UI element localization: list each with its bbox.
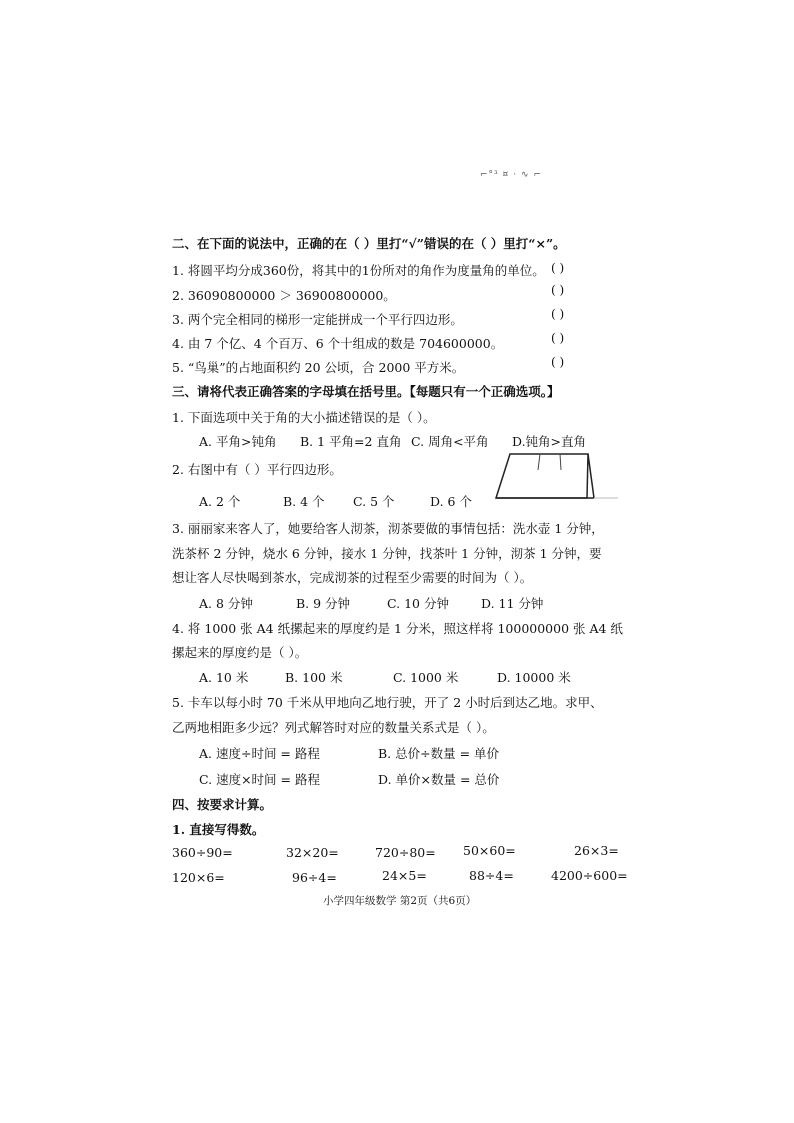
q2-stem: 2. 右图中有（ ）平行四边形。 [172,462,342,477]
top-mark: ⌐°³ ¤ ⋅ ∿ ⌐ [480,170,542,180]
section4-sub1: 1. 直接写得数。 [172,822,265,837]
s2-bracket-3[interactable]: ( ) [551,307,565,321]
q2-option-b[interactable]: B. 4 个 [283,494,325,509]
q1-stem: 1. 下面选项中关于角的大小描述错误的是（ ）。 [172,410,436,425]
s2-item-3: 3. 两个完全相同的梯形一定能拼成一个平行四边形。 [172,312,463,327]
s2-bracket-4[interactable]: ( ) [551,331,565,345]
calc-r2-c2: 96÷4= [292,870,337,885]
section3-heading: 三、请将代表正确答案的字母填在括号里。【每题只有一个正确选项。】 [172,384,560,399]
q4-option-c[interactable]: C. 1000 米 [393,670,459,685]
q4-line-2: 摞起来的厚度约是（ ）。 [172,645,308,660]
q3-line-1: 3. 丽丽家来客人了，她要给客人沏茶，沏茶要做的事情包括：洗水壶 1 分钟， [172,521,604,536]
q3-line-3: 想让客人尽快喝到茶水，完成沏茶的过程至少需要的时间为（ ）。 [172,570,533,585]
q4-line-1: 4. 将 1000 张 A4 纸摞起来的厚度约是 1 分米，照这样将 100000000 张 A4 纸 [172,621,623,636]
figure-right-edge [588,454,594,498]
q4-option-b[interactable]: B. 100 米 [285,670,343,685]
section4-heading: 四、按要求计算。 [172,797,273,812]
q3-option-b[interactable]: B. 9 分钟 [296,596,351,611]
q1-option-c[interactable]: C. 周角<平角 [411,434,489,449]
q3-option-c[interactable]: C. 10 分钟 [387,596,449,611]
s2-bracket-5[interactable]: ( ) [551,355,565,369]
q1-option-d[interactable]: D.钝角>直角 [512,434,587,449]
q2-option-d[interactable]: D. 6 个 [430,494,472,509]
page-footer: 小学四年级数学 第2页（共6页） [323,895,477,907]
q2-option-a[interactable]: A. 2 个 [199,494,241,509]
q3-option-a[interactable]: A. 8 分钟 [199,596,253,611]
calc-r2-c3: 24×5= [382,868,427,883]
calc-r1-c2: 32×20= [286,845,339,860]
q1-option-a[interactable]: A. 平角>钝角 [199,434,277,449]
q3-line-2: 洗茶杯 2 分钟，烧水 6 分钟，接水 1 分钟，找茶叶 1 分钟，沏茶 1 分钟，要 [172,546,602,561]
figure-inner-line-2 [560,454,561,470]
s2-bracket-2[interactable]: ( ) [551,283,565,297]
s2-item-5: 5. “鸟巢”的占地面积约 20 公顷，合 2000 平方米。 [172,360,465,375]
q5-option-a[interactable]: A. 速度÷时间 = 路程 [199,746,320,761]
trapezoid-figure [494,448,634,508]
q1-option-b[interactable]: B. 1 平角=2 直角 [300,434,402,449]
q5-option-c[interactable]: C. 速度×时间 = 路程 [199,772,320,787]
calc-r2-c4: 88÷4= [469,868,514,883]
q5-option-d[interactable]: D. 单价×数量 = 总价 [378,772,500,787]
s2-item-1: 1. 将圆平均分成360份，将其中的1份所对的角作为度量角的单位。 [172,263,545,278]
q5-line-2: 乙两地相距多少远？列式解答时对应的数量关系式是（ ）。 [172,720,495,735]
calc-r1-c4: 50×60= [463,843,516,858]
q5-line-1: 5. 卡车以每小时 70 千米从甲地向乙地行驶，开了 2 小时后到达乙地。求甲、 [172,695,603,710]
figure-parallelogram-outline [496,454,588,498]
q5-option-b[interactable]: B. 总价÷数量 = 单价 [378,746,500,761]
calc-r1-c1: 360÷90= [172,845,233,860]
q2-option-c[interactable]: C. 5 个 [353,494,395,509]
s2-item-4: 4. 由 7 个亿、4 个百万、6 个十组成的数是 704600000。 [172,336,504,351]
calc-r2-c5: 4200÷600= [551,868,628,883]
q4-option-a[interactable]: A. 10 米 [199,670,249,685]
s2-item-2: 2. 36090800000 ＞ 36900800000。 [172,288,396,303]
calc-r1-c3: 720÷80= [375,845,436,860]
section2-heading: 二、在下面的说法中，正确的在（ ）里打“√”错误的在（ ）里打“×”。 [172,236,566,251]
figure-inner-line-1 [538,454,540,470]
q3-option-d[interactable]: D. 11 分钟 [481,596,544,611]
calc-r1-c5: 26×3= [574,843,619,858]
s2-bracket-1[interactable]: ( ) [551,261,565,275]
q4-option-d[interactable]: D. 10000 米 [497,670,571,685]
calc-r2-c1: 120×6= [172,870,225,885]
